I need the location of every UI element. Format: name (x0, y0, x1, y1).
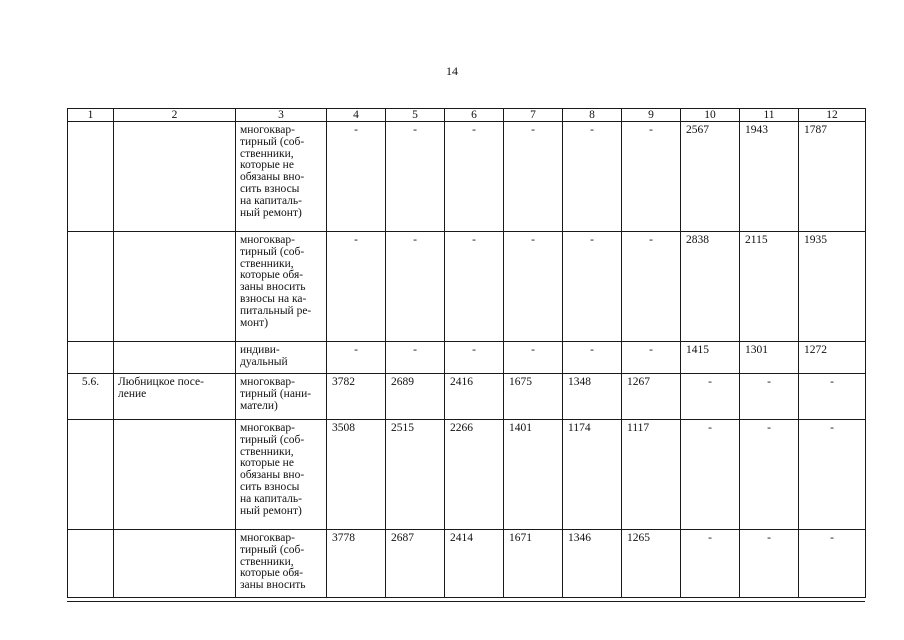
header-cell: 8 (563, 109, 622, 122)
value-cell: - (622, 122, 681, 232)
value-cell: - (799, 374, 866, 420)
value-cell: - (386, 122, 445, 232)
header-cell: 9 (622, 109, 681, 122)
value-cell: 1415 (681, 342, 740, 374)
value-cell: 2838 (681, 232, 740, 342)
table-header-row (68, 109, 866, 122)
housing-type-cell: многоквар- тирный (соб- ственники, которые обя- заны вносить (236, 530, 327, 598)
header-cell: 3 (236, 109, 327, 122)
value-cell: 1675 (504, 374, 563, 420)
header-cell: 10 (681, 109, 740, 122)
value-cell: 1117 (622, 420, 681, 530)
housing-type-cell: многоквар- тирный (соб- ственники, которые не обязаны вно- сить взносы на капиталь- ный ремонт) (236, 420, 327, 530)
value-cell: 1265 (622, 530, 681, 598)
header-cell: 1 (68, 109, 114, 122)
table-bottom-border (67, 601, 865, 602)
value-cell: 3778 (327, 530, 386, 598)
value-cell: 1346 (563, 530, 622, 598)
header-cell: 5 (386, 109, 445, 122)
value-cell: - (445, 122, 504, 232)
value-cell: 2689 (386, 374, 445, 420)
value-cell: - (740, 374, 799, 420)
value-cell: 2266 (445, 420, 504, 530)
header-cell: 12 (799, 109, 866, 122)
value-cell: - (622, 232, 681, 342)
value-cell: - (386, 232, 445, 342)
value-cell: 2416 (445, 374, 504, 420)
table-row (68, 374, 866, 420)
table-row (68, 342, 866, 374)
row-index-cell (68, 530, 114, 598)
header-cell: 2 (114, 109, 236, 122)
row-index-cell (68, 420, 114, 530)
housing-type-cell: многоквар- тирный (соб- ственники, которые обя- заны вносить взносы на ка- питальный ре- монт) (236, 232, 327, 342)
value-cell: - (563, 342, 622, 374)
value-cell: - (622, 342, 681, 374)
value-cell: - (504, 342, 563, 374)
table-row (68, 232, 866, 342)
housing-type-cell: индиви- дуальный (236, 342, 327, 374)
value-cell: - (799, 530, 866, 598)
value-cell: - (445, 342, 504, 374)
value-cell: - (563, 122, 622, 232)
value-cell: 1787 (799, 122, 866, 232)
settlement-cell: Любницкое посе- ление (114, 374, 236, 420)
table-row (68, 530, 866, 598)
value-cell: 1671 (504, 530, 563, 598)
value-cell: 2567 (681, 122, 740, 232)
page-number: 14 (446, 64, 458, 78)
housing-type-cell: многоквар- тирный (нани- матели) (236, 374, 327, 420)
value-cell: 1348 (563, 374, 622, 420)
value-cell: 2687 (386, 530, 445, 598)
settlement-cell (114, 420, 236, 530)
value-cell: 2115 (740, 232, 799, 342)
value-cell: 1272 (799, 342, 866, 374)
value-cell: - (799, 420, 866, 530)
header-cell: 4 (327, 109, 386, 122)
row-index-cell (68, 122, 114, 232)
value-cell: 1301 (740, 342, 799, 374)
value-cell: 3508 (327, 420, 386, 530)
value-cell: 1401 (504, 420, 563, 530)
header-cell: 6 (445, 109, 504, 122)
header-cell: 7 (504, 109, 563, 122)
settlement-cell (114, 232, 236, 342)
value-cell: 2515 (386, 420, 445, 530)
value-cell: - (681, 530, 740, 598)
table-row (68, 420, 866, 530)
value-cell: - (386, 342, 445, 374)
row-index-cell: 5.6. (68, 374, 114, 420)
value-cell: - (327, 122, 386, 232)
value-cell: 1267 (622, 374, 681, 420)
header-cell: 11 (740, 109, 799, 122)
settlement-cell (114, 342, 236, 374)
value-cell: 3782 (327, 374, 386, 420)
value-cell: - (504, 232, 563, 342)
row-index-cell (68, 342, 114, 374)
housing-type-cell: многоквар- тирный (соб- ственники, которые не обязаны вно- сить взносы на капиталь- ный ремонт) (236, 122, 327, 232)
value-cell: - (740, 420, 799, 530)
value-cell: - (445, 232, 504, 342)
value-cell: 1174 (563, 420, 622, 530)
value-cell: - (740, 530, 799, 598)
tariff-table (67, 108, 866, 598)
value-cell: - (327, 342, 386, 374)
table-row (68, 122, 866, 232)
value-cell: 1935 (799, 232, 866, 342)
value-cell: - (681, 374, 740, 420)
table-body (68, 109, 866, 598)
value-cell: - (504, 122, 563, 232)
value-cell: - (563, 232, 622, 342)
settlement-cell (114, 122, 236, 232)
value-cell: - (681, 420, 740, 530)
value-cell: 1943 (740, 122, 799, 232)
row-index-cell (68, 232, 114, 342)
value-cell: - (327, 232, 386, 342)
value-cell: 2414 (445, 530, 504, 598)
settlement-cell (114, 530, 236, 598)
